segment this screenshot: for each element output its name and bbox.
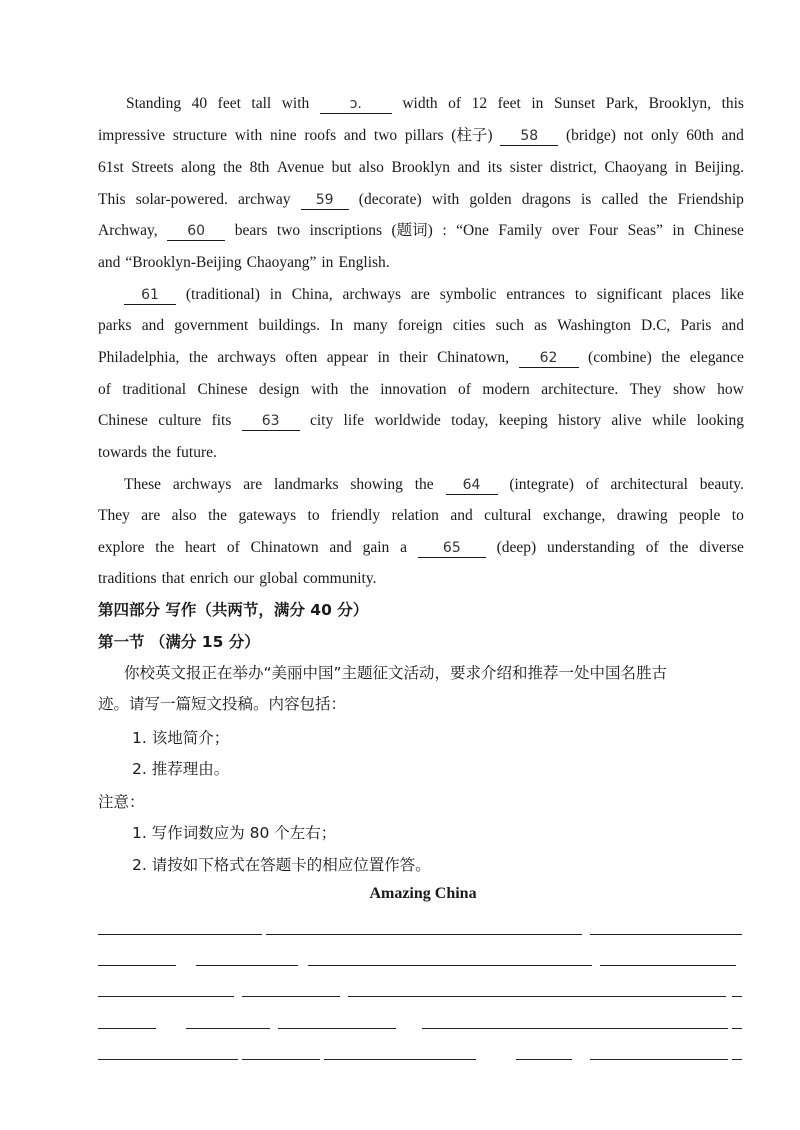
passage-word: keeping	[498, 412, 548, 429]
passage-word: Chaoyang”	[246, 254, 317, 271]
passage-word: the	[669, 539, 689, 556]
passage-word: Sunset	[553, 95, 596, 112]
answer-blank[interactable]: 60	[167, 223, 225, 241]
passage-word: cities	[452, 317, 486, 334]
passage-word: parks	[98, 317, 132, 334]
passage-word: the	[414, 476, 434, 493]
passage-word: in	[672, 222, 685, 239]
answer-line[interactable]	[98, 934, 262, 935]
passage-word: architecture.	[541, 381, 619, 398]
passage-word: drawing	[616, 507, 668, 524]
passage-word: many	[353, 317, 388, 334]
passage-word: heart	[185, 539, 217, 556]
passage-word: a	[400, 539, 408, 556]
passage-word: This	[98, 191, 126, 208]
answer-line[interactable]	[732, 1059, 742, 1060]
answer-line[interactable]	[278, 1028, 396, 1029]
task-intro-cont: 迹。请写一篇短文投稿。内容包括：	[98, 695, 347, 713]
answer-line[interactable]	[732, 996, 742, 997]
answer-line[interactable]	[196, 965, 298, 966]
passage-word: (combine)	[588, 349, 652, 366]
passage-word: modern	[482, 381, 530, 398]
passage-word: Park,	[605, 95, 639, 112]
passage-line	[98, 316, 744, 336]
passage-word: archways	[172, 476, 232, 493]
answer-line[interactable]	[348, 996, 726, 997]
passage-word: with	[431, 191, 460, 208]
passage-word: to	[307, 507, 320, 524]
passage-word: and	[329, 539, 352, 556]
passage-word: D.C,	[641, 317, 671, 334]
passage-line	[98, 443, 744, 463]
passage-word: showing	[350, 476, 403, 493]
passage-word: significant	[596, 286, 663, 303]
passage-word: also	[171, 507, 197, 524]
passage-word: while	[651, 412, 687, 429]
passage-word: and	[98, 254, 121, 271]
passage-word: Chinatown,	[437, 349, 509, 366]
passage-word: China,	[291, 286, 333, 303]
passage-word: in	[377, 349, 390, 366]
passage-word: to	[574, 286, 587, 303]
passage-word: gain	[362, 539, 390, 556]
passage-word: looking	[696, 412, 744, 429]
passage-word: alive	[611, 412, 642, 429]
passage-word: along	[181, 159, 216, 176]
passage-word: Archway,	[98, 222, 158, 239]
passage-word: 60th	[686, 127, 714, 144]
passage-word: in	[321, 254, 334, 271]
passage-word: appear	[326, 349, 369, 366]
passage-word: called	[601, 191, 639, 208]
passage-word: the	[648, 191, 668, 208]
passage-word: relation	[391, 507, 439, 524]
passage-word: Seas”	[627, 222, 663, 239]
passage-word: Chinese	[693, 222, 744, 239]
passage-line	[98, 538, 744, 558]
passage-word: Four	[588, 222, 619, 239]
answer-blank[interactable]: 65	[418, 540, 486, 558]
passage-line	[98, 506, 744, 526]
passage-line	[124, 475, 744, 495]
passage-word: the	[661, 349, 681, 366]
passage-word: gateways	[238, 507, 297, 524]
passage-word: life	[343, 412, 365, 429]
answer-line[interactable]	[242, 1059, 320, 1060]
passage-word: places	[672, 286, 711, 303]
content-item: 2. 推荐理由。	[132, 760, 230, 778]
passage-line	[98, 253, 744, 273]
passage-word: government	[174, 317, 249, 334]
passage-word: explore	[98, 539, 145, 556]
passage-word: exchange,	[542, 507, 606, 524]
passage-word: and	[141, 317, 165, 334]
passage-word: archway	[238, 191, 291, 208]
passage-word: are	[410, 286, 430, 303]
answer-line[interactable]	[590, 934, 742, 935]
passage-word: foreign	[397, 317, 443, 334]
passage-word: impressive	[98, 127, 166, 144]
passage-word: and	[457, 159, 480, 176]
passage-word: worldwide	[374, 412, 441, 429]
passage-word: “One	[456, 222, 489, 239]
passage-line	[98, 411, 744, 431]
passage-word: English.	[338, 254, 390, 271]
passage-word: traditions	[98, 570, 157, 587]
passage-word: and	[721, 127, 744, 144]
answer-line[interactable]	[732, 1028, 742, 1029]
passage-line	[98, 221, 744, 241]
passage-word: In	[330, 317, 344, 334]
answer-blank[interactable]: ɔ.	[320, 96, 392, 114]
passage-word: “Brooklyn-Beijing	[125, 254, 242, 271]
answer-line[interactable]	[422, 1028, 728, 1029]
passage-word: They	[629, 381, 662, 398]
passage-word: friendly	[331, 507, 381, 524]
passage-word: often	[285, 349, 318, 366]
passage-word: not	[623, 127, 644, 144]
passage-word: Family	[498, 222, 543, 239]
passage-word: the	[188, 349, 208, 366]
passage-word: are	[243, 476, 263, 493]
note-item: 1. 写作词数应为 80 个左右；	[132, 824, 337, 842]
passage-word: the	[152, 444, 172, 461]
passage-word: community.	[302, 570, 377, 587]
passage-word: width	[402, 95, 438, 112]
passage-word: but	[331, 159, 352, 176]
passage-word: (decorate)	[358, 191, 422, 208]
passage-line	[98, 126, 744, 146]
passage-word: Philadelphia,	[98, 349, 180, 366]
passage-word: design	[258, 381, 300, 398]
passage-line	[126, 94, 744, 114]
answer-blank[interactable]: 58	[500, 128, 558, 146]
passage-word: (题词)	[391, 222, 433, 239]
passage-line	[98, 380, 744, 400]
passage-word: as	[534, 317, 548, 334]
passage-word: fits	[211, 412, 232, 429]
passage-word: future.	[176, 444, 217, 461]
answer-line[interactable]	[186, 1028, 270, 1029]
passage-word: Brooklyn,	[648, 95, 712, 112]
passage-word: structure	[172, 127, 228, 144]
passage-word: solar-powered.	[135, 191, 228, 208]
passage-word: entrances	[506, 286, 565, 303]
passage-word: today,	[451, 412, 489, 429]
passage-word: archways	[217, 349, 276, 366]
passage-word: cultural	[484, 507, 532, 524]
answer-line[interactable]	[590, 1059, 728, 1060]
answer-line[interactable]	[242, 996, 340, 997]
answer-line[interactable]	[266, 934, 582, 935]
passage-word: diverse	[699, 539, 744, 556]
passage-word: with	[234, 127, 263, 144]
passage-word: history	[558, 412, 602, 429]
task-intro: 你校英文报正在举办“美丽中国”主题征文活动，要求介绍和推荐一处中国名胜古	[124, 664, 668, 682]
passage-word: golden	[469, 191, 512, 208]
passage-word: to	[731, 507, 744, 524]
answer-line[interactable]	[600, 965, 736, 966]
passage-word: the	[223, 159, 243, 176]
passage-word: Chinatown	[250, 539, 319, 556]
passage-word: and	[721, 317, 744, 334]
passage-word: two	[373, 127, 398, 144]
passage-word: dragons	[521, 191, 571, 208]
passage-word: Paris	[680, 317, 712, 334]
passage-line	[98, 348, 744, 368]
answer-blank[interactable]: 64	[446, 477, 498, 495]
passage-word: global	[259, 570, 298, 587]
passage-word: in	[269, 286, 282, 303]
passage-word: Chinese	[98, 412, 148, 429]
passage-word: These	[124, 476, 162, 493]
answer-line[interactable]	[98, 996, 234, 997]
passage-word: show	[672, 381, 706, 398]
passage-word: are	[141, 507, 161, 524]
passage-word: beauty.	[699, 476, 744, 493]
passage-word: tall	[251, 95, 272, 112]
passage-word: the	[208, 507, 227, 524]
passage-line	[124, 285, 744, 305]
answer-line[interactable]	[516, 1059, 572, 1060]
passage-word: over	[551, 222, 580, 239]
passage-word: They	[98, 507, 130, 524]
passage-word: 8th	[249, 159, 270, 176]
passage-word: nine	[269, 127, 297, 144]
passage-word: enrich	[189, 570, 229, 587]
passage-word: sister	[509, 159, 543, 176]
passage-word: the	[349, 381, 369, 398]
passage-word: feet	[217, 95, 241, 112]
note-item: 2. 请按如下格式在答题卡的相应位置作答。	[132, 856, 431, 874]
passage-word: Brooklyn	[391, 159, 450, 176]
passage-word: this	[721, 95, 744, 112]
passage-word: in	[674, 159, 687, 176]
passage-word: and	[343, 127, 367, 144]
passage-word: 12	[471, 95, 488, 112]
passage-word: bears	[234, 222, 268, 239]
passage-word: architectural	[610, 476, 688, 493]
passage-word: feet	[497, 95, 521, 112]
passage-word: is	[580, 191, 592, 208]
answer-line[interactable]	[98, 965, 176, 966]
passage-word: the	[155, 539, 175, 556]
essay-title: Amazing China	[369, 885, 477, 902]
passage-word: :	[442, 222, 447, 239]
passage-word: Streets	[131, 159, 174, 176]
passage-word: its	[487, 159, 503, 176]
passage-word: Avenue	[276, 159, 325, 176]
passage-word: of	[585, 476, 599, 493]
passage-word: with	[281, 95, 310, 112]
passage-word: how	[717, 381, 744, 398]
passage-line	[98, 569, 744, 589]
passage-word: culture	[158, 412, 202, 429]
answer-line[interactable]	[98, 1028, 156, 1029]
passage-word: inscriptions	[309, 222, 382, 239]
answer-line[interactable]	[324, 1059, 476, 1060]
passage-word: innovation	[380, 381, 447, 398]
answer-line[interactable]	[98, 1059, 238, 1060]
passage-word: towards	[98, 444, 148, 461]
passage-word: city	[309, 412, 334, 429]
passage-word: (integrate)	[509, 476, 574, 493]
passage-word: two	[276, 222, 301, 239]
passage-word: Standing	[126, 95, 182, 112]
answer-blank[interactable]: 62	[519, 350, 579, 368]
passage-word: archways	[342, 286, 402, 303]
passage-word: of	[458, 381, 471, 398]
passage-word: (bridge)	[565, 127, 616, 144]
passage-word: district,	[549, 159, 597, 176]
passage-word: buildings.	[258, 317, 321, 334]
passage-word: Washington	[557, 317, 631, 334]
passage-word: Chaoyang	[604, 159, 668, 176]
passage-word: (deep)	[496, 539, 537, 556]
passage-word: Chinese	[197, 381, 248, 398]
answer-blank[interactable]: 63	[242, 413, 300, 431]
passage-word: of	[645, 539, 659, 556]
passage-word: understanding	[547, 539, 635, 556]
passage-word: 61st	[98, 159, 124, 176]
note-label: 注意：	[98, 793, 145, 811]
answer-blank[interactable]: 61	[124, 287, 176, 305]
passage-word: symbolic	[439, 286, 497, 303]
passage-word: only	[651, 127, 679, 144]
passage-word: also	[358, 159, 384, 176]
passage-word: Beijing.	[694, 159, 744, 176]
passage-word: elegance	[689, 349, 744, 366]
passage-word: with	[310, 381, 339, 398]
passage-word: traditional	[122, 381, 187, 398]
passage-word: in	[531, 95, 544, 112]
content-item: 1. 该地简介；	[132, 729, 230, 747]
passage-word: 40	[191, 95, 208, 112]
passage-word: roofs	[304, 127, 337, 144]
answer-blank[interactable]: 59	[301, 192, 349, 210]
passage-word: of	[448, 95, 462, 112]
passage-word: such	[495, 317, 524, 334]
passage-word: of	[226, 539, 240, 556]
passage-word: Friendship	[677, 191, 744, 208]
passage-word: (柱子)	[451, 127, 493, 144]
part-heading: 第四部分 写作（共两节，满分 40 分）	[98, 601, 369, 619]
passage-word: like	[720, 286, 744, 303]
passage-word: (traditional)	[185, 286, 260, 303]
answer-line[interactable]	[308, 965, 592, 966]
passage-word: pillars	[404, 127, 444, 144]
passage-line	[98, 190, 744, 210]
passage-line	[98, 158, 744, 178]
passage-word: people	[679, 507, 721, 524]
passage-word: our	[233, 570, 255, 587]
passage-word: and	[450, 507, 473, 524]
passage-word: of	[98, 381, 111, 398]
passage-word: that	[161, 570, 185, 587]
passage-word: landmarks	[273, 476, 339, 493]
section-heading: 第一节 （满分 15 分）	[98, 633, 260, 651]
passage-word: their	[399, 349, 428, 366]
